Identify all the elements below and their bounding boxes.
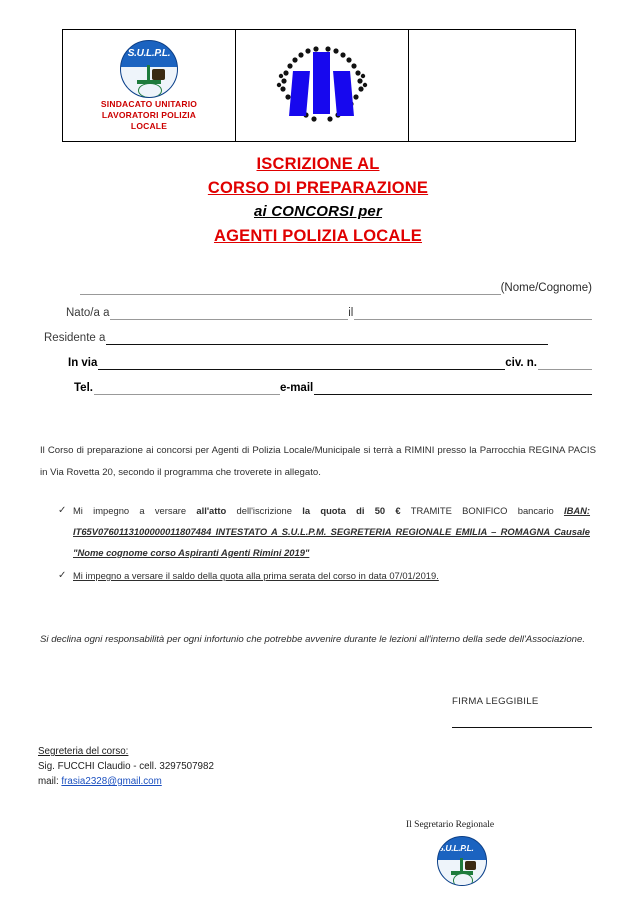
field-row-nome-cognome [44,270,592,295]
segretario-regionale-label: Il Segretario Regionale [406,820,495,830]
contacts-person: Sig. FUCCHI Claudio - cell. 3297507982 [38,761,214,772]
via-input[interactable] [98,356,505,370]
bullet1-bold-allatto: all'atto [196,505,227,516]
bullet-saldo-text: Mi impegno a versare il saldo della quota alla prima serata del corso in data 07/01/2019. [73,570,439,581]
field-row-via [44,345,592,370]
title-line-3: ai CONCORSI per [253,203,383,220]
nato-label: Nato/a a [66,307,110,319]
bullet-item-saldo [58,565,590,586]
bullet1-bold-quota: la quota di 50 € [302,505,401,516]
civ-label: civ. n. [505,357,537,369]
il-label: il [348,307,354,319]
tel-input[interactable] [94,381,280,395]
header-cell-sulpl-logo [63,30,236,142]
nato-data-input[interactable] [354,306,592,320]
residente-input[interactable] [106,331,548,345]
nato-luogo-input[interactable] [110,306,348,320]
title-line-2: CORSO DI PREPARAZIONE [207,179,429,197]
title-line-4: AGENTI POLIZIA LOCALE [213,227,422,245]
sulpl-caption-line-1: SINDACATO UNITARIO [100,98,198,109]
footer-logo-acronym: S.U.L.P.L. [438,843,474,853]
paragraph-corso-info: Il Corso di preparazione ai concorsi per Agenti di Polizia Locale/Municipale si terrà a RIMINI presso la Parrocchia REGINA PACIS in Via Rovetta 20, secondo il programma che troverete in allegato. [40,445,596,478]
bullet1-mid2: TRAMITE BONIFICO bancario [400,505,564,516]
title-line-1: ISCRIZIONE AL [256,155,380,173]
sulpl-caption-line-2: LAVORATORI POLIZIA [101,109,197,120]
course-secretary-contacts [38,744,214,789]
header-logo-table [62,29,576,142]
sulpl-logo-acronym: S.U.L.P.L. [127,47,171,59]
residente-label: Residente a [44,332,106,344]
email-label: e-mail [279,382,314,394]
bullet1-mid1: dell'iscrizione [226,505,303,516]
in-via-label: In via [68,357,98,369]
checkmark-icon-2: ✓ [58,570,67,581]
contacts-mail-link[interactable]: frasia2328@gmail.com [61,776,162,787]
document-title [0,152,636,248]
police-pillars-emblem-icon [263,43,381,129]
nome-cognome-note: (Nome/Cognome) [500,282,592,294]
header-cell-emblem [236,30,409,142]
contacts-header: Segreteria del corso: [38,746,129,757]
sulpl-circular-logo-icon [120,40,178,98]
header-cell-empty [409,30,576,142]
contacts-mail-row [38,774,214,789]
sulpl-caption-line-3: LOCALE [130,120,168,131]
checkmark-icon: ✓ [58,505,67,516]
email-input[interactable] [314,381,592,395]
civico-input[interactable] [538,356,592,370]
signature-line[interactable] [452,726,592,728]
field-row-tel-email [44,370,592,395]
bullet1-pre: Mi impegno a versare [73,505,197,516]
registration-form-fields [44,270,592,395]
bullet-item-quota [58,500,590,563]
contacts-mail-label: mail: [38,776,62,787]
commitment-bullet-list [58,500,590,588]
footer-sulpl-logo-icon [437,836,485,884]
nome-cognome-input[interactable] [80,281,501,295]
sulpl-caption [63,99,235,132]
bullet1-iban-text: IBAN: IT65V0760113100000011807484 INTESTATO A S.U.L.P.M. SEGRETERIA REGIONALE EMILIA – ROMAGNA Causale "Nome cognome corso Aspiranti Agenti Rimini 2019" [73,505,591,558]
bullet-quota-text [73,500,590,563]
field-row-nato [44,295,592,320]
paragraph-disclaimer: Si declina ogni responsabilità per ogni infortunio che potrebbe avvenire durante le lezioni all'interno della sede dell'Associazione. [40,634,585,645]
firma-leggibile-label: FIRMA LEGGIBILE [452,696,539,707]
tel-label: Tel. [74,382,93,394]
field-row-residente [44,320,592,345]
